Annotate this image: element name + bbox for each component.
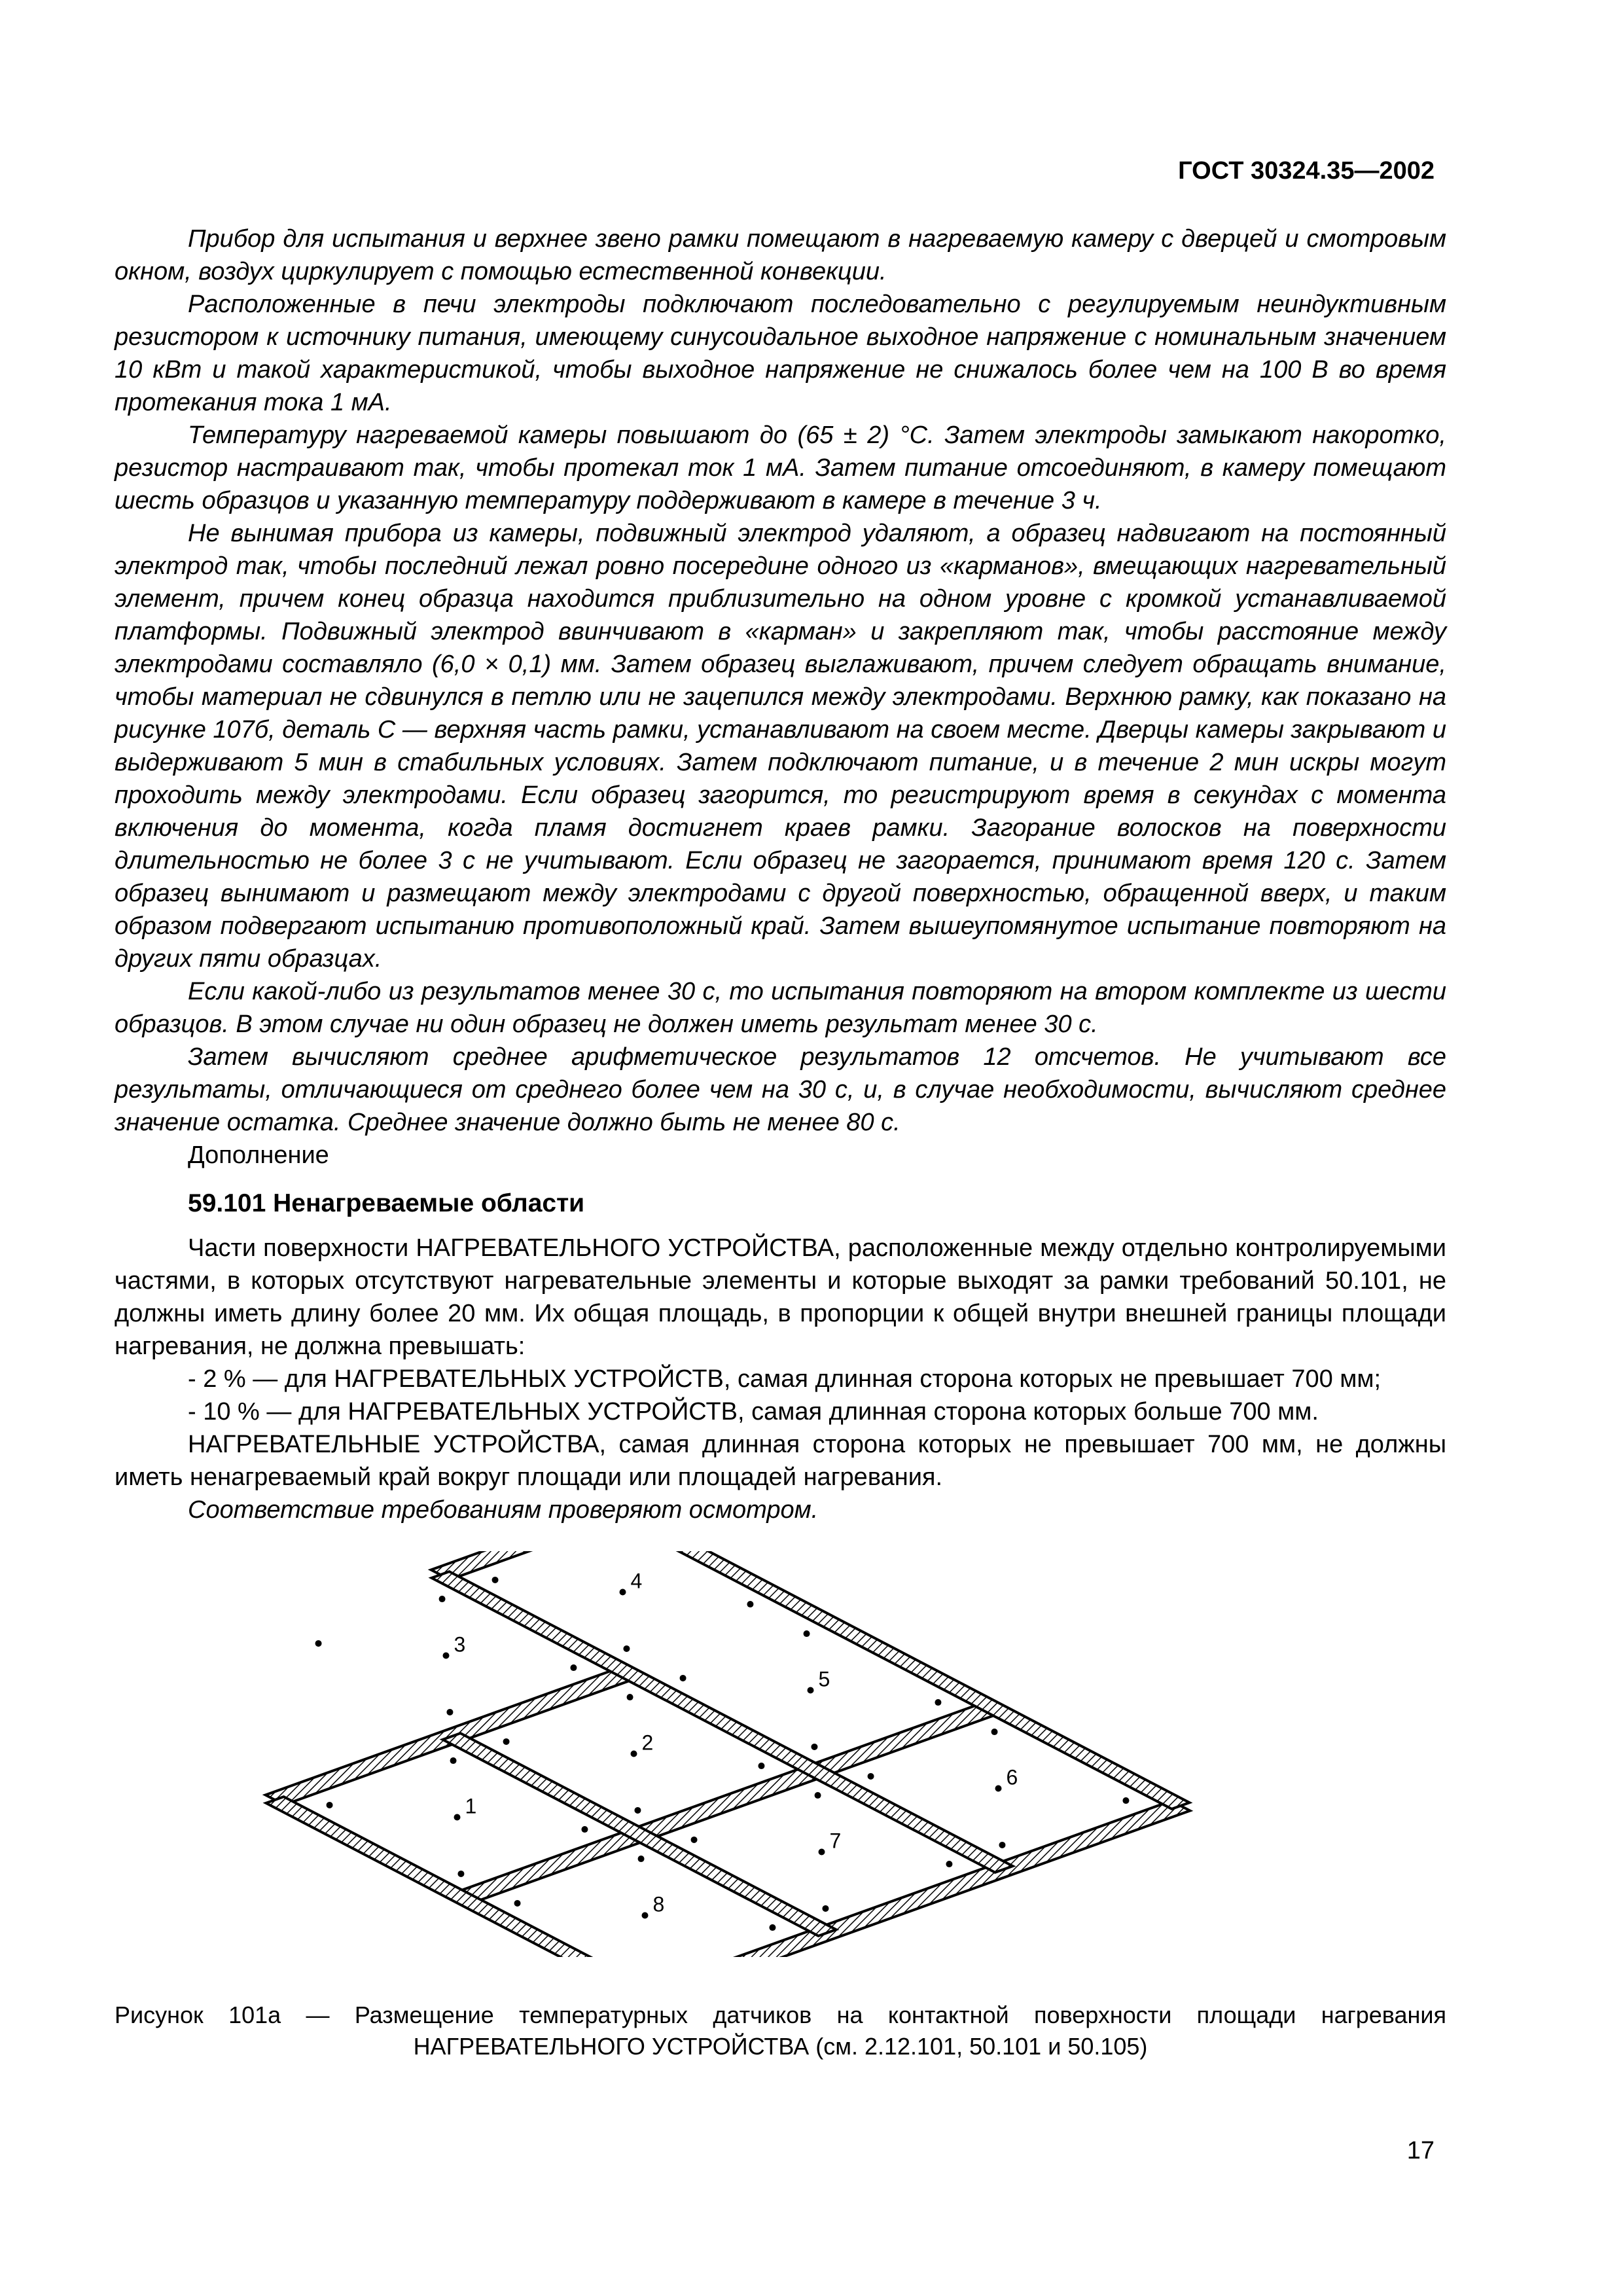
sensor-dot (691, 1837, 698, 1843)
sensor-dot (868, 1773, 874, 1780)
sensor-dot (815, 1792, 821, 1799)
zone-label: 4 (630, 1569, 643, 1593)
paragraph: Затем вычисляют среднее арифметическое результатов 12 отсчетов. Не учитывают все результаты, отличающиеся от среднего более чем на 30 с, и, в случае необходимости, вычисляют среднее значение остатка. Среднее значение должно быть не менее 80 с. (115, 1043, 1446, 1136)
zone-label: 8 (652, 1892, 665, 1916)
sensor-dot (581, 1826, 588, 1833)
page-number: 17 (1406, 2137, 1435, 2164)
edge-rule: НАГРЕВАТЕЛЬНЫЕ УСТРОЙСТВА, самая длинная сторона которых не превышает 700 мм, не должны иметь ненагреваемый край вокруг площади или площадей нагревания. (115, 1431, 1446, 1491)
sensor-dot (638, 1856, 645, 1862)
document-body (115, 223, 1446, 1526)
sensor-dot (623, 1645, 630, 1652)
sensor-dot (999, 1842, 1005, 1848)
sensor-dot (808, 1687, 814, 1694)
paragraph: Если какой-либо из результатов менее 30 с, то испытания повторяют на втором комплекте из шести образцов. В этом случае ни один образец не должен иметь результат менее 30 с. (115, 978, 1446, 1038)
list-item: - 2 % — для НАГРЕВАТЕЛЬНЫХ УСТРОЙСТВ, самая длинная сторона которых не превышает 700 мм; (188, 1365, 1382, 1393)
section-intro: Части поверхности НАГРЕВАТЕЛЬНОГО УСТРОЙСТВА, расположенные между отдельно контролируемыми частями, в которых отсутствуют нагревательные элементы и которые выходят за рамки требований 50.101, не должны иметь длину более 20 мм. Их общая площадь, в пропорции к общей внутри внешней границы площади нагревания, не должна превышать: (115, 1234, 1446, 1360)
frame-bar (443, 1733, 836, 1936)
sensor-dot (758, 1763, 764, 1769)
figure-caption (115, 2000, 1446, 2062)
sensor-dot (680, 1675, 687, 1681)
sensor-dot (935, 1699, 941, 1706)
sensor-dot (769, 1924, 776, 1931)
paragraph: Расположенные в печи электроды подключают последовательно с регулируемым неиндуктивным резистором к источнику питания, имеющему синусоидальное выходное напряжение с номинальным значением 10 кВт и такой характеристикой, чтобы выходное напряжение не снижалось более чем на 100 В во время протекания тока 1 мА. (115, 291, 1446, 416)
section-heading: 59.101 Ненагреваемые области (188, 1189, 585, 1217)
sensor-dot (439, 1596, 446, 1602)
paragraph: Прибор для испытания и верхнее звено рамки помещают в нагреваемую камеру с дверцей и смотровым окном, воздух циркулирует с помощью естественной конвекции. (115, 225, 1446, 285)
sensor-dot (819, 1849, 825, 1856)
sensor-dot (747, 1601, 753, 1607)
sensor-dot (804, 1630, 810, 1637)
figure-caption-line-1: Рисунок 101а — Размещение температурных датчиков на контактной поверхности площади нагревания (115, 2001, 1446, 2028)
frame-bar (431, 1551, 627, 1580)
sensor-dot (454, 1814, 461, 1821)
zone-label: 2 (641, 1731, 654, 1755)
sensor-dot (822, 1905, 829, 1912)
sensor-dot (991, 1729, 998, 1735)
sensor-dot (446, 1709, 453, 1715)
heating-grid-diagram (249, 1551, 1296, 1957)
sensor-dot (620, 1589, 626, 1596)
frame-bar (609, 1551, 1190, 1809)
sensor-dot (1122, 1797, 1129, 1804)
sensor-dot (642, 1912, 649, 1919)
sensor-dot (627, 1694, 633, 1700)
sensor-dot (514, 1900, 521, 1907)
figure-caption-line-2: НАГРЕВАТЕЛЬНОГО УСТРОЙСТВА (см. 2.12.101, 50.101 и 50.105) (413, 2033, 1148, 2060)
sensor-dot (315, 1640, 322, 1647)
list-item: - 10 % — для НАГРЕВАТЕЛЬНЫХ УСТРОЙСТВ, самая длинная сторона которых больше 700 мм. (188, 1398, 1319, 1426)
zone-label: 7 (829, 1829, 842, 1853)
sensor-dot (492, 1577, 499, 1583)
document-header: ГОСТ 30324.35—2002 (1178, 157, 1435, 185)
sensor-dot (631, 1751, 637, 1757)
sensor-dot (443, 1653, 450, 1659)
sensor-dot (811, 1744, 817, 1750)
sensor-dot (995, 1785, 1002, 1792)
frame-bar (432, 1571, 1013, 1873)
figure-sensor-layout (249, 1551, 1296, 1957)
sensor-dot (327, 1802, 333, 1808)
zone-label: 3 (454, 1632, 466, 1657)
paragraph: Температуру нагреваемой камеры повышают до (65 ± 2) °С. Затем электроды замыкают накоротко, резистор настраивают так, чтобы протекал ток 1 мА. Затем питание отсоединяют, в камеру помещают шесть образцов и указанную температуру поддерживают в камере в течение 3 ч. (115, 422, 1446, 514)
paragraph: Не вынимая прибора из камеры, подвижный электрод удаляют, а образец надвигают на постоянный электрод так, чтобы последний лежал ровно посередине одного из «карманов», вмещающих нагревательный элемент, причем конец образца находится приблизительно на одном уровне с кромкой устанавливаемой платформы. Подвижный электрод ввинчивают в «карман» и закрепляют так, чтобы расстояние между электродами составляло (6,0 × 0,1) мм. Затем образец выглаживают, причем следует обращать внимание, чтобы материал не сдвинулся в петлю или не зацепился между электродами. Верхнюю рамку, как показано на рисунке 107б, деталь С — верхняя часть рамки, устанавливают на своем месте. Дверцы камеры закрывают и выдерживают 5 мин в стабильных условиях. Затем подключают питание, и в течение 2 мин искры могут проходить между электродами. Если образец загорится, то регистрируют время в секундах с момента включения до момента, когда пламя достигнет краев рамки. Загорание волосков на поверхности длительностью не более 3 с не учитывают. Если образец не загорается, принимают время 120 с. Затем образец вынимают и размещают между электродами с другой поверхностью, обращенной вверх, и таким образом подвергают испытанию противоположный край. Затем вышеупомянутое испытание повторяют на других пяти образцах. (115, 520, 1446, 973)
zone-label: 1 (465, 1794, 477, 1818)
compliance-note: Соответствие требованиям проверяют осмотром. (188, 1496, 819, 1524)
zone-label: 6 (1006, 1765, 1018, 1789)
zone-label: 5 (818, 1667, 830, 1691)
sensor-dot (570, 1664, 577, 1671)
addition-label: Дополнение (188, 1141, 329, 1169)
sensor-dot (457, 1871, 464, 1877)
sensor-dot (503, 1738, 510, 1745)
sensor-dot (450, 1757, 457, 1764)
sensor-dot (946, 1861, 952, 1867)
sensor-dot (634, 1807, 641, 1814)
